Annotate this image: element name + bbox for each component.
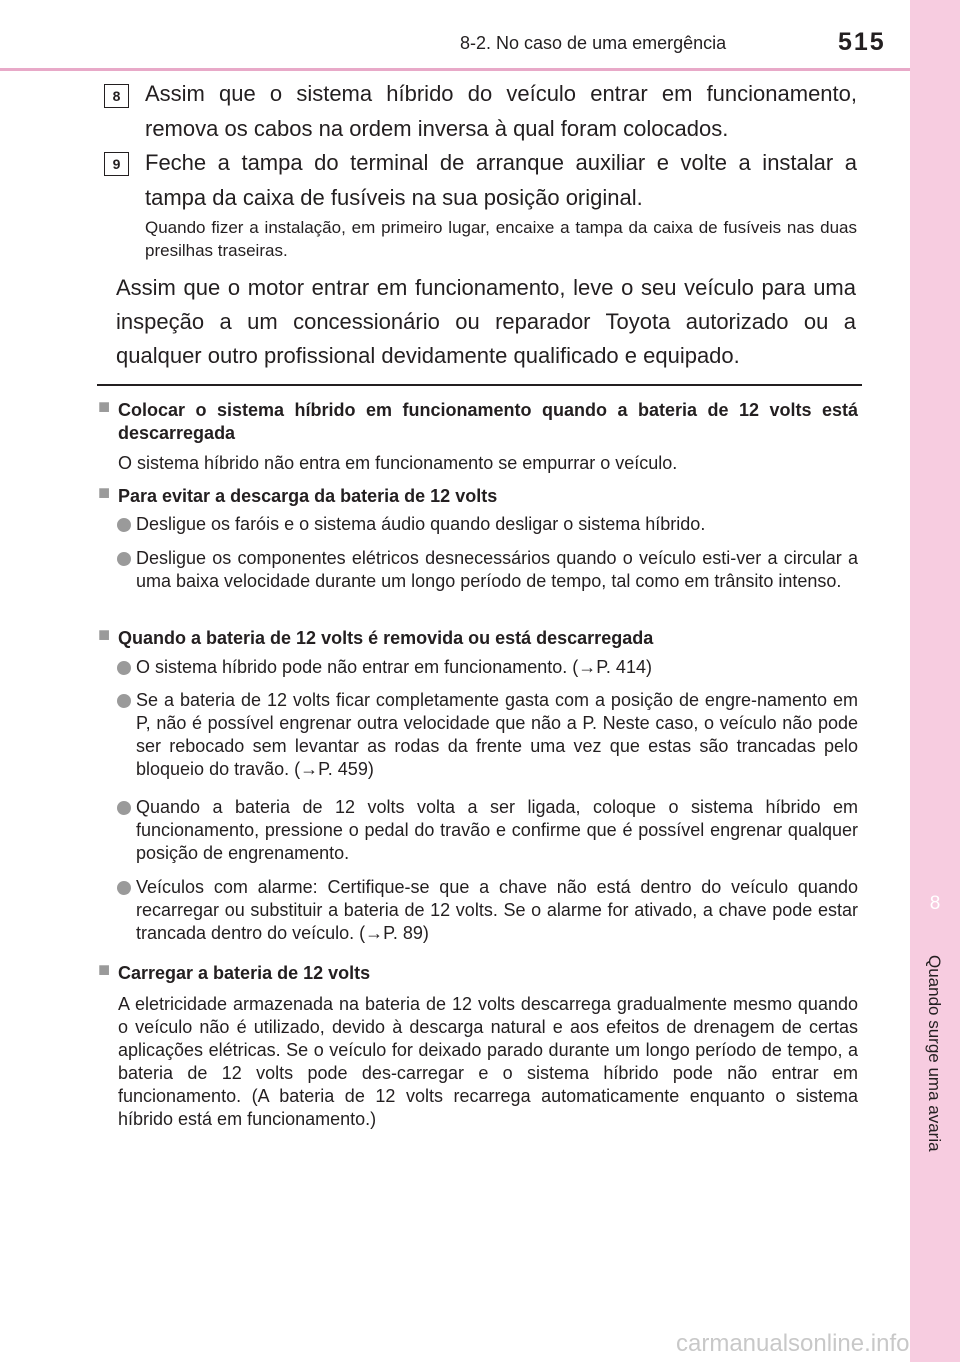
closing-paragraph: Assim que o motor entrar em funcionamento, leve o seu veículo para uma inspeção a um concessionário ou reparador Toyota autorizado ou a qualquer outro profissional devidamente qualificado e equipado.	[116, 275, 856, 368]
heading-square-icon: ■	[98, 959, 111, 981]
step-number-8: 8	[104, 84, 129, 108]
bullet-item: Desligue os componentes elétricos desnecessários quando o veículo esti-ver a circular a uma baixa velocidade durante um longo período de tempo, tal como em trânsito intenso.	[136, 548, 858, 591]
bullet-dot-icon	[117, 518, 131, 532]
bullet-item: Veículos com alarme: Certifique-se que a chave não está dentro do veículo quando recarregar ou substituir a bateria de 12 volts. Se o alarme for ativado, a chave pode estar trancada dentro do veículo. (→P. 89)	[136, 877, 858, 943]
step-number-9: 9	[104, 152, 129, 176]
section-divider	[97, 384, 862, 386]
watermark: carmanualsonline.info	[676, 1330, 910, 1357]
bullet-dot-icon	[117, 801, 131, 815]
heading-square-icon: ■	[98, 396, 111, 418]
bullet-item: O sistema híbrido pode não entrar em funcionamento. (→P. 414)	[136, 657, 652, 677]
bullet-dot-icon	[117, 661, 131, 675]
chapter-side-tab	[910, 0, 960, 1362]
section-body-1: O sistema híbrido não entra em funcionamento se empurrar o veículo.	[118, 453, 678, 473]
section-heading-2: Para evitar a descarga da bateria de 12 volts	[118, 486, 498, 506]
section-heading-1: Colocar o sistema híbrido em funcionamento quando a bateria de 12 volts está descarregada	[118, 400, 858, 443]
step-8-text: Assim que o sistema híbrido do veículo entrar em funcionamento, remova os cabos na ordem inversa à qual foram colocados.	[145, 81, 857, 141]
chapter-title-text: Quando surge uma avaria	[925, 955, 944, 1152]
bullet-dot-icon	[117, 552, 131, 566]
chapter-title	[918, 955, 952, 1254]
chapter-number: 8	[929, 893, 941, 914]
step-9-note: Quando fizer a instalação, em primeiro lugar, encaixe a tampa da caixa de fusíveis nas duas presilhas traseiras.	[145, 218, 857, 260]
header-rule	[0, 68, 910, 71]
section-heading-4: Carregar a bateria de 12 volts	[118, 963, 371, 983]
header-section-title: 8-2. No caso de uma emergência	[460, 33, 727, 53]
section-body-4: A eletricidade armazenada na bateria de 12 volts descarrega gradualmente mesmo quando o veículo não é utilizado, devido à descarga natural e aos efeitos de drenagem de certas aplicações elétricas. Se o veículo for deixado parado durante um longo período de tempo, a bateria de 12 volts pode des-carregar e o sistema híbrido pode não entrar em funcionamento. (A bateria de 12 volts recarrega automaticamente enquanto o sistema híbrido está em funcionamento.)	[118, 994, 858, 1129]
bullet-dot-icon	[117, 881, 131, 895]
bullet-item: Quando a bateria de 12 volts volta a ser ligada, coloque o sistema híbrido em funcionamento, pressione o pedal do travão e confirme que é possível engrenar qualquer posição de engrenamento.	[136, 797, 858, 863]
bullet-item: Se a bateria de 12 volts ficar completamente gasta com a posição de engre-namento em P, não é possível engrenar outra velocidade que não a P. Neste caso, o veículo não pode ser rebocado sem levantar as rodas da frente uma vez que estas são trancadas pelo bloqueio do travão. (→P. 459)	[136, 690, 858, 779]
bullet-dot-icon	[117, 694, 131, 708]
bullet-item: Desligue os faróis e o sistema áudio quando desligar o sistema híbrido.	[136, 514, 706, 534]
step-9-text: Feche a tampa do terminal de arranque auxiliar e volte a instalar a tampa da caixa de fusíveis na sua posição original.	[145, 150, 857, 210]
heading-square-icon: ■	[98, 624, 111, 646]
page-number: 515	[838, 28, 886, 56]
section-heading-3: Quando a bateria de 12 volts é removida ou está descarregada	[118, 628, 654, 648]
heading-square-icon: ■	[98, 482, 111, 504]
